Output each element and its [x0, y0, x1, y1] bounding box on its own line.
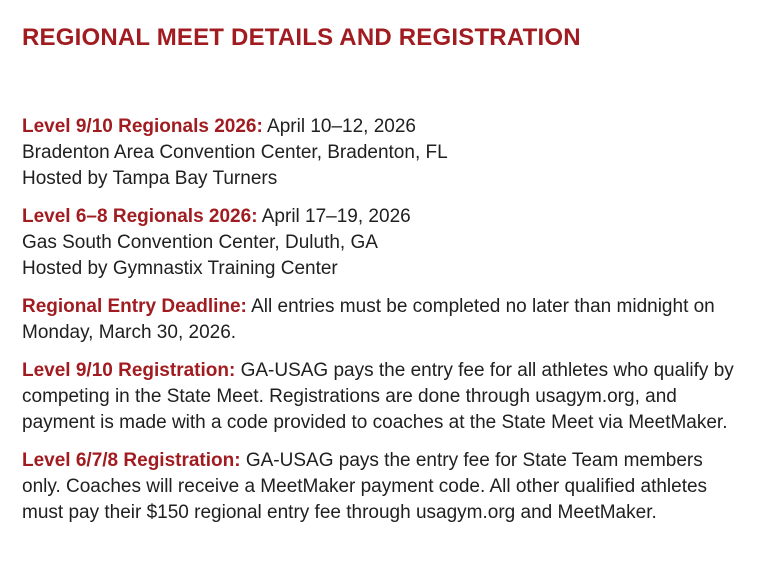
event-dates-level-910: April 10–12, 2026 [267, 116, 416, 137]
event-block-level-68-regionals [22, 204, 742, 282]
event-block-level-910-regionals [22, 114, 742, 192]
registration-text-level-678: GA-USAG pays the entry fee for State Team members only. Coaches will receive a MeetMaker payment code. All other qualified athletes must pay their $150 regional entry fee through usagym.org and MeetMaker. [22, 450, 708, 523]
registration-label-level-910: Level 9/10 Registration: [22, 360, 236, 381]
event-label-level-68-regionals: Level 6–8 Regionals 2026: [22, 206, 258, 227]
event-label-level-910-regionals: Level 9/10 Regionals 2026: [22, 116, 263, 137]
event-dates-level-68: April 17–19, 2026 [261, 206, 411, 227]
event-host-level-68: Hosted by Gymnastix Training Center [22, 258, 338, 279]
entry-deadline-block [22, 294, 742, 346]
registration-text-level-910: GA-USAG pays the entry fee for all athletes who qualify by competing in the State Meet. Registrations are done through usagym.org, and payment is made with a code provided to coaches at the State Meet via MeetMaker. [22, 360, 734, 433]
registration-block-level-678 [22, 448, 742, 526]
registration-label-level-678: Level 6/7/8 Registration: [22, 450, 241, 471]
page-title: REGIONAL MEET DETAILS AND REGISTRATION [22, 24, 581, 51]
event-host-level-910: Hosted by Tampa Bay Turners [22, 168, 278, 189]
registration-block-level-910 [22, 358, 742, 436]
entry-deadline-text: All entries must be completed no later than midnight on Monday, March 30, 2026. [22, 296, 715, 343]
entry-deadline-label: Regional Entry Deadline: [22, 296, 247, 317]
event-venue-level-910: Bradenton Area Convention Center, Bradenton, FL [22, 142, 448, 163]
event-venue-level-68: Gas South Convention Center, Duluth, GA [22, 232, 378, 253]
